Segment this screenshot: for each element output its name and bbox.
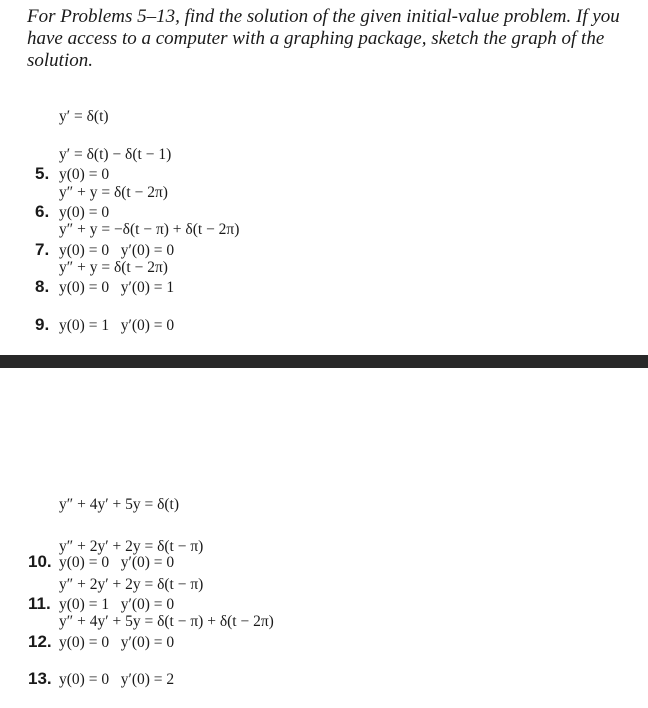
problem-10-initial-values: y(0) = 0 y′(0) = 0 — [59, 554, 175, 571]
problem-5-equation: y′ = δ(t) — [59, 108, 109, 125]
problem-7-number: 7. — [35, 240, 50, 259]
problem-13-initial-values: y(0) = 0 y′(0) = 2 — [59, 671, 175, 688]
problem-13-initial-conditions — [28, 669, 274, 689]
problem-9-number: 9. — [35, 315, 50, 334]
problem-9-initial-values: y(0) = 1 y′(0) = 0 — [59, 317, 175, 334]
problem-9-initial-conditions — [35, 315, 174, 335]
problem-11-initial-values: y(0) = 1 y′(0) = 0 — [59, 596, 175, 613]
problem-12-number: 12. — [28, 632, 52, 651]
problem-7-initial-values: y(0) = 0 y′(0) = 0 — [59, 242, 175, 259]
problem-12-equation: y″ + 2y′ + 2y = δ(t − π) — [59, 576, 204, 593]
problem-12-initial-values: y(0) = 0 y′(0) = 0 — [59, 634, 175, 651]
problem-9-equation: y″ + y = δ(t − 2π) — [59, 259, 168, 276]
problem-8-initial-values: y(0) = 0 y′(0) = 1 — [59, 279, 175, 296]
page-divider-band — [0, 355, 648, 368]
problem-6-number: 6. — [35, 202, 50, 221]
problem-5-number: 5. — [35, 164, 50, 183]
problem-10-equation: y″ + 4y′ + 5y = δ(t) — [59, 496, 180, 513]
problem-10-number: 10. — [28, 552, 52, 571]
problem-13 — [28, 574, 274, 708]
problem-7-equation: y″ + y = δ(t − 2π) — [59, 184, 168, 201]
problem-8-equation: y″ + y = −δ(t − π) + δ(t − 2π) — [59, 221, 240, 238]
problem-instructions: For Problems 5–13, find the solution of the given initial-value problem. If you have access to a computer with a graphing package, sketch the graph of the solution. — [27, 6, 620, 71]
problem-6-equation: y′ = δ(t) − δ(t − 1) — [59, 146, 172, 163]
problem-11-equation: y″ + 2y′ + 2y = δ(t − π) — [59, 538, 204, 555]
problem-13-number: 13. — [28, 669, 52, 688]
problem-6-initial-values: y(0) = 0 — [59, 204, 110, 221]
problem-11-number: 11. — [28, 594, 51, 613]
problem-9 — [35, 220, 174, 354]
problem-5-initial-values: y(0) = 0 — [59, 166, 110, 183]
problem-13-equation: y″ + 4y′ + 5y = δ(t − π) + δ(t − 2π) — [59, 613, 274, 630]
problem-8-number: 8. — [35, 277, 50, 296]
